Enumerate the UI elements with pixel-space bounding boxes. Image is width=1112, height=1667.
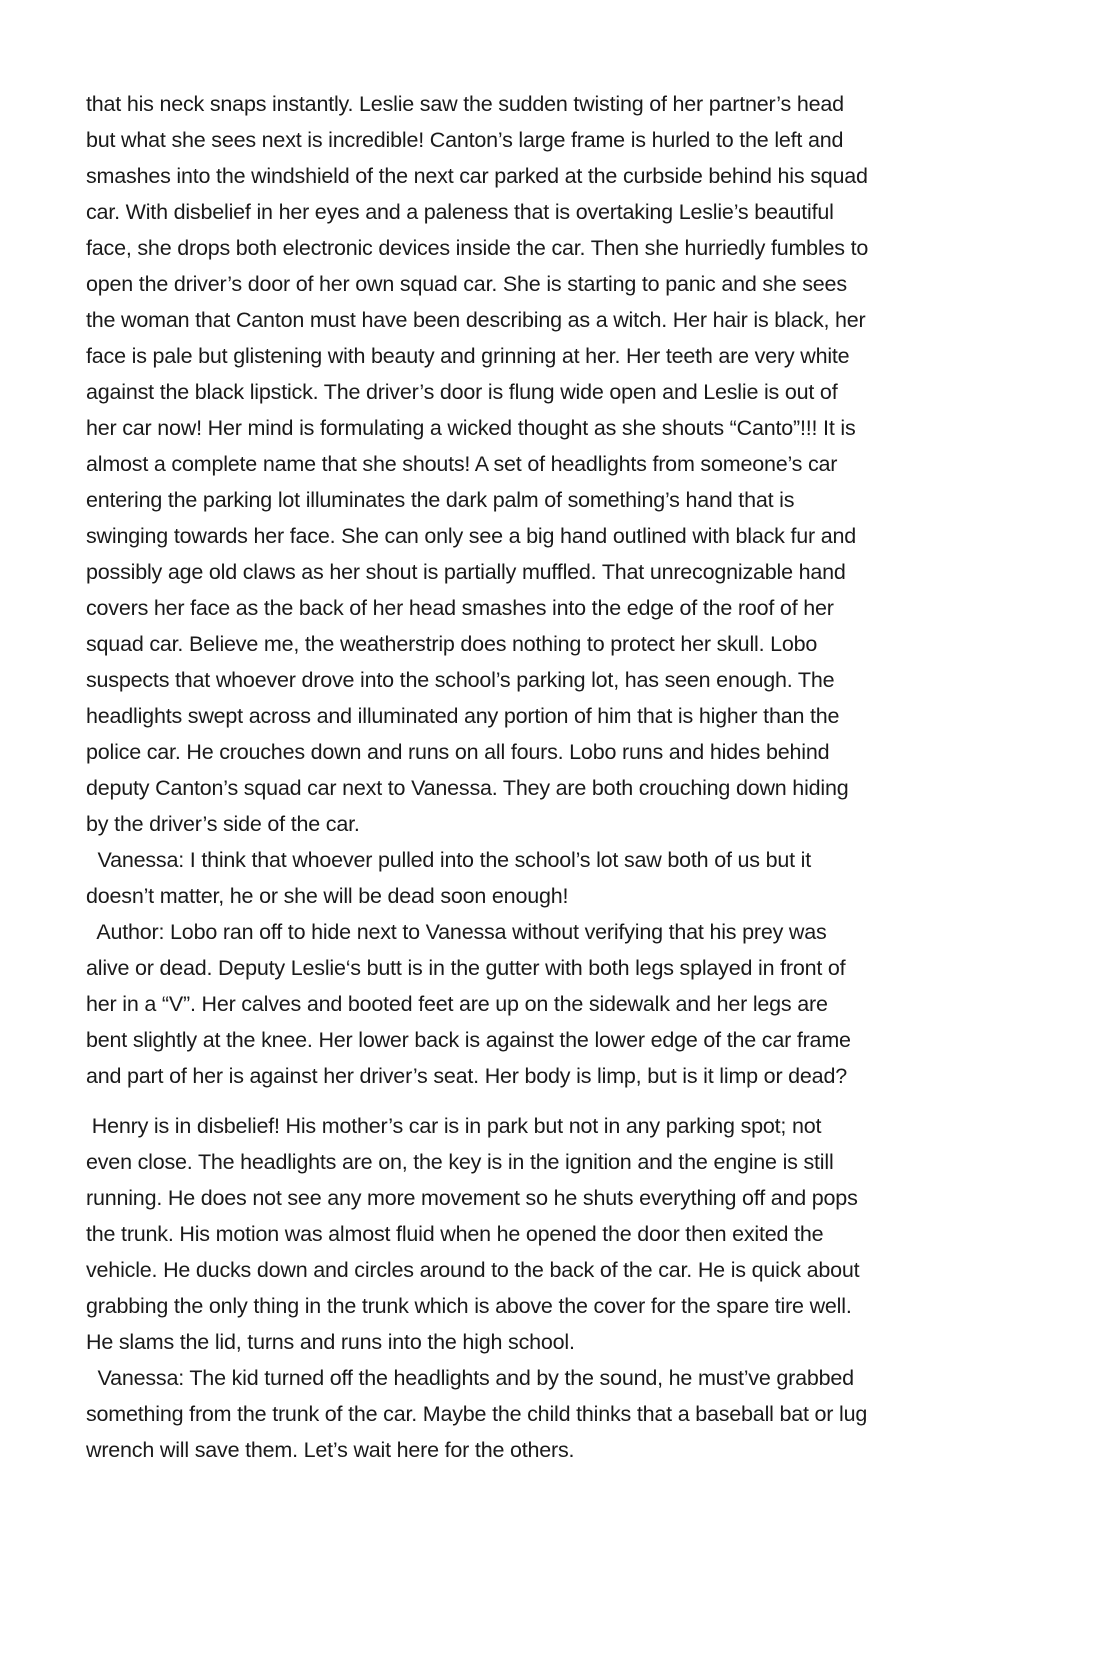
text-line: that his neck snaps instantly. Leslie saw the sudden twisting of her partner’s head xyxy=(86,92,844,116)
text-line: alive or dead. Deputy Leslie‘s butt is in the gutter with both legs splayed in front of xyxy=(86,956,846,980)
text-line: her car now! Her mind is formulating a wicked thought as she shouts “Canto”!!! It is xyxy=(86,416,856,440)
text-line: smashes into the windshield of the next car parked at the curbside behind his squad xyxy=(86,164,868,188)
document-page xyxy=(86,86,1076,1468)
text-line: but what she sees next is incredible! Canton’s large frame is hurled to the left and xyxy=(86,128,844,152)
text-line: headlights swept across and illuminated any portion of him that is higher than the xyxy=(86,704,840,728)
text-line: by the driver’s side of the car. xyxy=(86,812,360,836)
text-line: squad car. Believe me, the weatherstrip does nothing to protect her skull. Lobo xyxy=(86,632,818,656)
text-line: face is pale but glistening with beauty and grinning at her. Her teeth are very white xyxy=(86,344,850,368)
text-line: her in a “V”. Her calves and booted feet are up on the sidewalk and her legs are xyxy=(86,992,828,1016)
text-line: entering the parking lot illuminates the dark palm of something’s hand that is xyxy=(86,488,795,512)
text-line: Author: Lobo ran off to hide next to Vanessa without verifying that his prey was xyxy=(86,920,827,944)
text-line: vehicle. He ducks down and circles around to the back of the car. He is quick about xyxy=(86,1258,860,1282)
text-line: He slams the lid, turns and runs into the high school. xyxy=(86,1330,575,1354)
text-line: bent slightly at the knee. Her lower back is against the lower edge of the car frame xyxy=(86,1028,851,1052)
paragraph-author-note xyxy=(86,914,1076,1094)
text-line: suspects that whoever drove into the school’s parking lot, has seen enough. The xyxy=(86,668,835,692)
text-line: Vanessa: I think that whoever pulled into the school’s lot saw both of us but it xyxy=(86,848,811,872)
text-line: and part of her is against her driver’s seat. Her body is limp, but is it limp or dead? xyxy=(86,1064,847,1088)
text-line: open the driver’s door of her own squad car. She is starting to panic and she sees xyxy=(86,272,847,296)
text-line: doesn’t matter, he or she will be dead soon enough! xyxy=(86,884,569,908)
text-line: police car. He crouches down and runs on all fours. Lobo runs and hides behind xyxy=(86,740,830,764)
text-line: wrench will save them. Let’s wait here for the others. xyxy=(86,1438,575,1462)
text-line: running. He does not see any more movement so he shuts everything off and pops xyxy=(86,1186,858,1210)
text-line: car. With disbelief in her eyes and a paleness that is overtaking Leslie’s beautiful xyxy=(86,200,834,224)
paragraph-narration xyxy=(86,86,1076,842)
text-line: deputy Canton’s squad car next to Vanessa. They are both crouching down hiding xyxy=(86,776,849,800)
text-line: against the black lipstick. The driver’s door is flung wide open and Leslie is out of xyxy=(86,380,838,404)
paragraph-vanessa-dialogue-1 xyxy=(86,842,1076,914)
text-line: Vanessa: The kid turned off the headlights and by the sound, he must’ve grabbed xyxy=(86,1366,854,1390)
paragraph-gap xyxy=(86,1094,1076,1108)
text-line: covers her face as the back of her head smashes into the edge of the roof of her xyxy=(86,596,834,620)
text-line: something from the trunk of the car. Maybe the child thinks that a baseball bat or lug xyxy=(86,1402,868,1426)
text-line: possibly age old claws as her shout is partially muffled. That unrecognizable hand xyxy=(86,560,846,584)
text-line: even close. The headlights are on, the key is in the ignition and the engine is still xyxy=(86,1150,834,1174)
text-line: almost a complete name that she shouts! A set of headlights from someone’s car xyxy=(86,452,838,476)
text-line: grabbing the only thing in the trunk which is above the cover for the spare tire well. xyxy=(86,1294,852,1318)
text-line: the woman that Canton must have been describing as a witch. Her hair is black, her xyxy=(86,308,866,332)
paragraph-henry xyxy=(86,1108,1076,1360)
paragraph-vanessa-dialogue-2 xyxy=(86,1360,1076,1468)
text-line: swinging towards her face. She can only see a big hand outlined with black fur and xyxy=(86,524,857,548)
text-line: Henry is in disbelief! His mother’s car is in park but not in any parking spot; not xyxy=(86,1114,822,1138)
text-line: face, she drops both electronic devices inside the car. Then she hurriedly fumbles to xyxy=(86,236,869,260)
text-line: the trunk. His motion was almost fluid when he opened the door then exited the xyxy=(86,1222,824,1246)
